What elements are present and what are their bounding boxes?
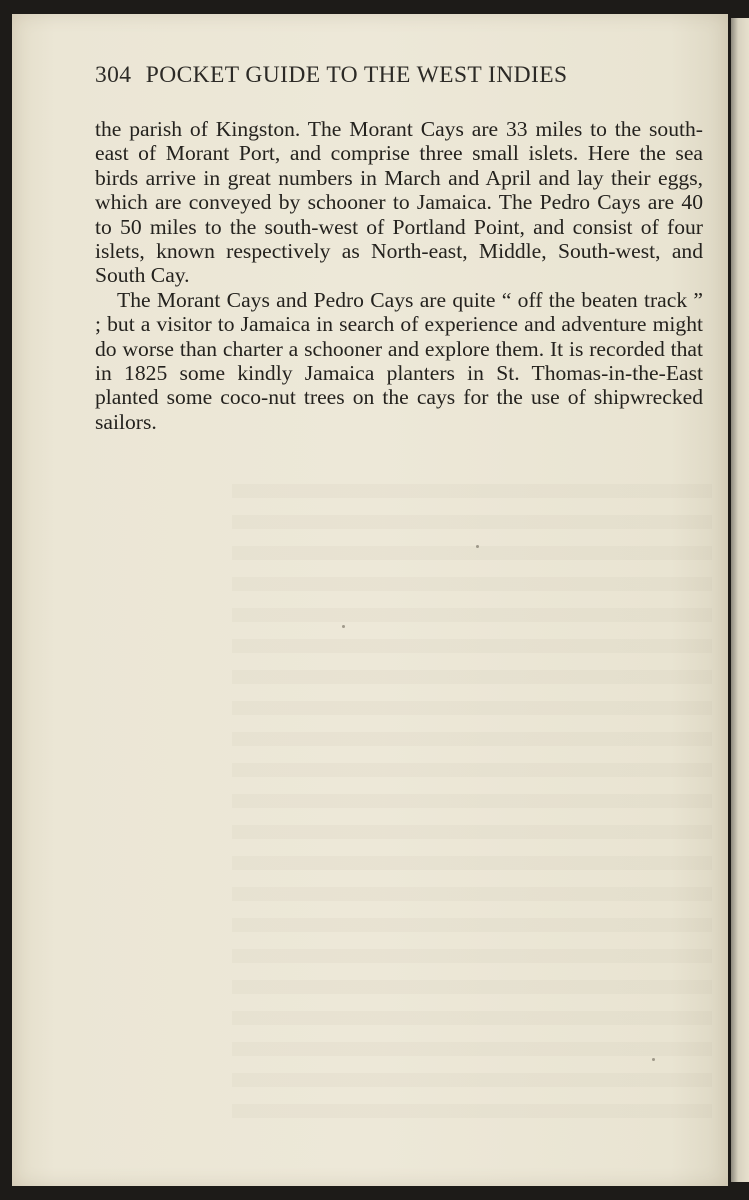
facing-page-edge — [731, 18, 749, 1182]
paper-speck — [476, 545, 479, 548]
body-text — [95, 117, 703, 434]
show-through-text-texture — [232, 484, 712, 1124]
page-number: 304 — [95, 62, 132, 88]
running-header — [95, 62, 695, 89]
paper-speck — [342, 625, 345, 628]
paragraph: the parish of Kingston. The Morant Cays are 33 miles to the south-east of Morant Port, and comprise three small islets. Here the sea birds arrive in great numbers in March and April and lay their eggs, which are conveyed by schooner to Jamaica. The Pedro Cays are 40 to 50 miles to the south-west of Portland Point, and consist of four islets, known respectively as North-east, Middle, South-west, and South Cay. — [95, 117, 703, 288]
paragraph: The Morant Cays and Pedro Cays are quite “ off the beaten track ” ; but a visitor to Jamaica in search of experience and adventure might do worse than charter a schooner and explore them. It is recorded that in 1825 some kindly Jamaica planters in St. Thomas-in-the-East planted some coco-nut trees on the cays for the use of shipwrecked sailors. — [95, 287, 703, 434]
running-title: POCKET GUIDE TO THE WEST INDIES — [145, 62, 568, 88]
paper-speck — [652, 1058, 655, 1061]
